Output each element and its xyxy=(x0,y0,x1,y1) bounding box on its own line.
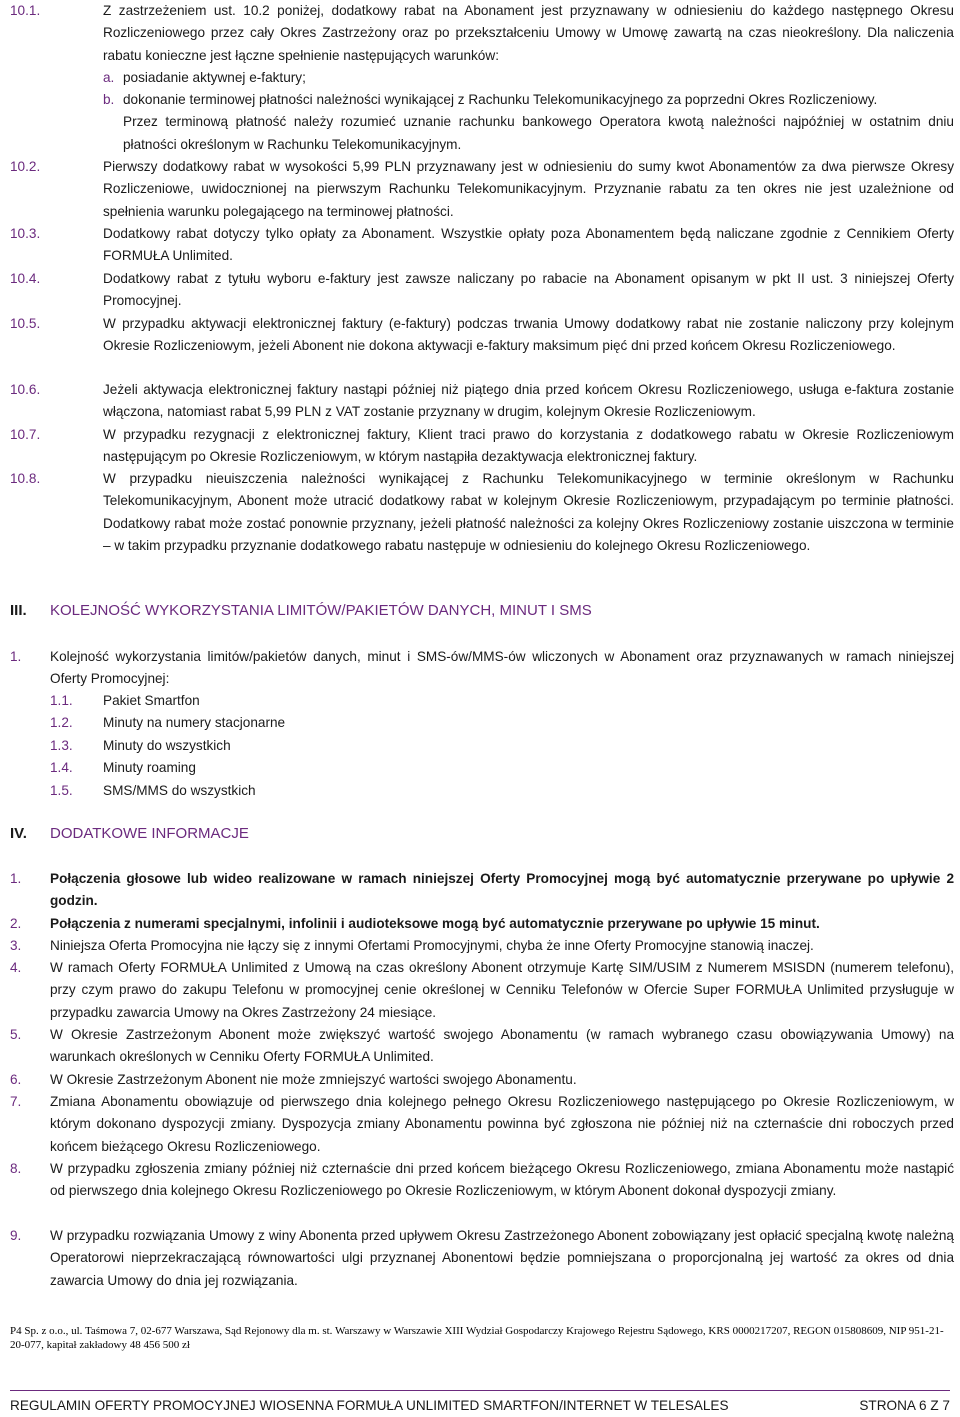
section-heading-iii xyxy=(10,600,954,622)
item-text: W przypadku rozwiązania Umowy z winy Abonenta przed upływem Okresu Zastrzeżonego Abonent zobowiązany jest opłacić specjalną kwotę należną Operatorowi nieprzekraczającą równowartości ulgi przyznanej Abonentowi będzie pomniejszana o proporcjonalną jej wartość za okres od dnia zawarcia Umowy do dnia jej rozwiązania. xyxy=(50,1228,954,1288)
clause-number: 10.5. xyxy=(10,316,41,331)
section-title: KOLEJNOŚĆ WYKORZYSTANIA LIMITÓW/PAKIETÓW DANYCH, MINUT I SMS xyxy=(50,602,592,619)
clause-10-5 xyxy=(10,313,954,358)
clause-10-1-b xyxy=(10,89,954,156)
list-item: 1.3. Minuty do wszystkich xyxy=(50,737,231,753)
page-number: STRONA 6 Z 7 xyxy=(859,1398,950,1413)
section-iv-item-8 xyxy=(10,1158,954,1203)
section-iii-paragraph-1 xyxy=(10,646,954,691)
clause-10-7 xyxy=(10,424,954,469)
item-number: 3. xyxy=(10,938,22,953)
clause-number: 10.6. xyxy=(10,382,41,397)
clause-10-1-a xyxy=(10,67,954,89)
sub-point-text: posiadanie aktywnej e-faktury; xyxy=(123,70,306,86)
clause-10-1 xyxy=(10,0,954,67)
clause-number: 10.7. xyxy=(10,427,41,442)
list-item: 1.1. Pakiet Smartfon xyxy=(50,693,200,708)
list-item: 1.5. SMS/MMS do wszystkich xyxy=(50,782,256,798)
clause-10-6 xyxy=(10,379,954,424)
section-title: DODATKOWE INFORMACJE xyxy=(50,825,249,842)
clause-number: 10.8. xyxy=(10,471,41,486)
list-item: 1.2. Minuty na numery stacjonarne xyxy=(50,715,286,731)
sub-point-letter: b. xyxy=(103,92,115,107)
footer-divider xyxy=(10,1390,950,1391)
usage-order-list xyxy=(50,690,285,802)
clause-text: W przypadku rezygnacji z elektronicznej faktury, Klient traci prawo do korzystania z dodatkowego rabatu w Okresie Rozliczeniowym następującym po Okresie Rozliczeniowym, w którym nastąpiła dezaktywacja elektronicznej faktury. xyxy=(103,427,954,465)
item-number: 7. xyxy=(10,1094,22,1109)
clause-text: W przypadku nieuiszczenia należności wynikającej z Rachunku Telekomunikacyjnego w terminie określonym w Rachunku Telekomunikacyjnym, Abonent może utracić dodatkowy rabat w kolejnym Okresie Rozliczeniowym, przypadającym po terminie płatności. Dodatkowy rabat może zostać ponownie przyznany, jeżeli płatność należności za kolejny Okres Rozliczeniowy zostanie uiszczona w terminie – w takim przypadku przyznanie dodatkowego rabatu następuje w odniesieniu do kolejnego Okresu Rozliczeniowego. xyxy=(103,471,954,554)
clause-10-2 xyxy=(10,156,954,223)
clause-text: Jeżeli aktywacja elektronicznej faktury nastąpi później niż piątego dnia przed końcem Okresu Rozliczeniowego, usługa e-faktura zostanie włączona, natomiast rabat 5,99 PLN z VAT zostanie przyznany w drugim, kolejnym Okresie Rozliczeniowym. xyxy=(103,382,954,420)
section-heading-iv xyxy=(10,823,954,845)
clause-number: 10.4. xyxy=(10,271,41,286)
document-title-footer: REGULAMIN OFERTY PROMOCYJNEJ WIOSENNA FORMUŁA UNLIMITED SMARTFON/INTERNET W TELESALES xyxy=(10,1398,729,1413)
item-text: W Okresie Zastrzeżonym Abonent nie może zmniejszyć wartości swojego Abonamentu. xyxy=(50,1072,577,1087)
clause-10-8 xyxy=(10,468,954,558)
company-registration-footer: P4 Sp. z o.o., ul. Taśmowa 7, 02-677 Warszawa, Sąd Rejonowy dla m. st. Warszawy w Warszawie XIII Wydział Gospodarczy Krajowego Rejestru Sądowego, KRS 0000217207, REGON 015808609, NIP 951-21-20-077, kapitał zakładowy 48 456 500 zł xyxy=(10,1325,944,1351)
item-number: 4. xyxy=(10,960,22,975)
section-iv-item-6 xyxy=(10,1069,954,1091)
clause-text: Pierwszy dodatkowy rabat w wysokości 5,99 PLN przyznawany jest w odniesieniu do sumy kwot Abonamentów za dwa pierwsze Okresy Rozliczeniowe, uwidocznionej na pierwszym Rachunku Telekomunikacyjnym. Przyznanie rabatu za ten okres nie jest uzależnione od spełnienia warunku polegającego na terminowej płatności. xyxy=(103,159,954,219)
item-text: W Okresie Zastrzeżonym Abonent może zwiększyć wartość swojego Abonamentu (w ramach wybranego czasu obowiązywania Umowy) na warunkach określonych w Cenniku Oferty FORMUŁA Unlimited. xyxy=(50,1027,954,1065)
section-iv-item-4 xyxy=(10,957,954,1024)
clause-text: Z zastrzeżeniem ust. 10.2 poniżej, dodatkowy rabat na Abonament jest przyznawany w odniesieniu do każdego następnego Okresu Rozliczeniowego przez cały Okres Zastrzeżony oraz po przekształceniu Umowy w Umowę zawartą na czas nieokreślony. Dla naliczenia rabatu konieczne jest łączne spełnienie następujących warunków: xyxy=(103,3,954,63)
clause-number: 10.2. xyxy=(10,159,41,174)
sub-point-letter: a. xyxy=(103,70,115,85)
section-iv-item-9 xyxy=(10,1225,954,1292)
clause-10-3 xyxy=(10,223,954,268)
section-iv-item-5 xyxy=(10,1024,954,1069)
item-number: 9. xyxy=(10,1228,22,1243)
item-number: 5. xyxy=(10,1027,22,1042)
paragraph-text: Kolejność wykorzystania limitów/pakietów danych, minut i SMS-ów/MMS-ów wliczonych w Abonament oraz przyznawanych w ramach niniejszej Oferty Promocyjnej: xyxy=(50,649,954,687)
item-text: Zmiana Abonamentu obowiązuje od pierwszego dnia kolejnego pełnego Okresu Rozliczeniowego następującego po Okresie Rozliczeniowym, w którym dokonano dyspozycji zmiany. Dyspozycja zmiany Abonamentu powinna być zgłoszona nie później niż na czternaście dni roboczych przed końcem bieżącego Okresu Rozliczeniowego. xyxy=(50,1094,954,1154)
item-text: W ramach Oferty FORMUŁA Unlimited z Umową na czas określony Abonent otrzymuje Kartę SIM/USIM z Numerem MSISDN (numerem telefonu), przy czym prawo do zakupu Telefonu w promocyjnej cenie określonej w Cenniku Telefonów w Ofercie Super FORMUŁA Unlimited przysługuje w przypadku zawarcia Umowy na Okres Zastrzeżony 24 miesiące. xyxy=(50,960,954,1020)
clause-text: W przypadku aktywacji elektronicznej faktury (e-faktury) podczas trwania Umowy dodatkowy rabat nie zostanie naliczony przy kolejnym Okresie Rozliczeniowym, jeżeli Abonent nie dokona aktywacji e-faktury maksimum pięć dni przed końcem Okresu Rozliczeniowego. xyxy=(103,316,954,354)
item-text: Połączenia głosowe lub wideo realizowane w ramach niniejszej Oferty Promocyjnej mogą być automatycznie przerywane po upływie 2 godzin. xyxy=(50,871,954,909)
sub-point-continuation: Przez terminową płatność należy rozumieć uznanie rachunku bankowego Operatora kwotą należności najpóźniej w ostatnim dniu płatności określonym w Rachunku Telekomunikacyjnym. xyxy=(123,114,954,152)
item-text: W przypadku zgłoszenia zmiany później niż czternaście dni przed końcem bieżącego Okresu Rozliczeniowego, zmiana Abonamentu może nastąpić od pierwszego dnia kolejnego Okresu Rozliczeniowego po Okresie Rozliczeniowym, w którym Abonent dokonał dyspozycji zmiany. xyxy=(50,1161,954,1199)
section-number: IV. xyxy=(10,825,27,842)
clause-number: 10.1. xyxy=(10,3,41,18)
section-iv-item-3 xyxy=(10,935,954,957)
clause-text: Dodatkowy rabat z tytułu wyboru e-faktury jest zawsze naliczany po rabacie na Abonament opisanym w pkt II ust. 3 niniejszej Oferty Promocyjnej. xyxy=(103,271,954,309)
item-text: Niniejsza Oferta Promocyjna nie łączy się z innymi Ofertami Promocyjnymi, chyba że inne Oferty Promocyjne stanowią inaczej. xyxy=(50,938,814,953)
section-iv-item-1 xyxy=(10,868,954,913)
paragraph-number: 1. xyxy=(10,649,22,664)
item-number: 6. xyxy=(10,1072,22,1087)
section-iv-item-2 xyxy=(10,913,954,935)
clause-number: 10.3. xyxy=(10,226,41,241)
section-number: III. xyxy=(10,602,27,619)
clause-10-4 xyxy=(10,268,954,313)
item-number: 1. xyxy=(10,871,22,886)
item-number: 2. xyxy=(10,916,22,931)
sub-point-text: dokonanie terminowej płatności należności wynikającej z Rachunku Telekomunikacyjnego za poprzedni Okres Rozliczeniowy. xyxy=(123,92,878,108)
section-iv-item-7 xyxy=(10,1091,954,1158)
item-number: 8. xyxy=(10,1161,22,1176)
clause-text: Dodatkowy rabat dotyczy tylko opłaty za Abonament. Wszystkie opłaty poza Abonamentem będą naliczane zgodnie z Cennikiem Oferty FORMUŁA Unlimited. xyxy=(103,226,954,264)
item-text: Połączenia z numerami specjalnymi, infolinii i audioteksowe mogą być automatycznie przerywane po upływie 15 minut. xyxy=(50,916,820,931)
list-item: 1.4. Minuty roaming xyxy=(50,760,196,776)
